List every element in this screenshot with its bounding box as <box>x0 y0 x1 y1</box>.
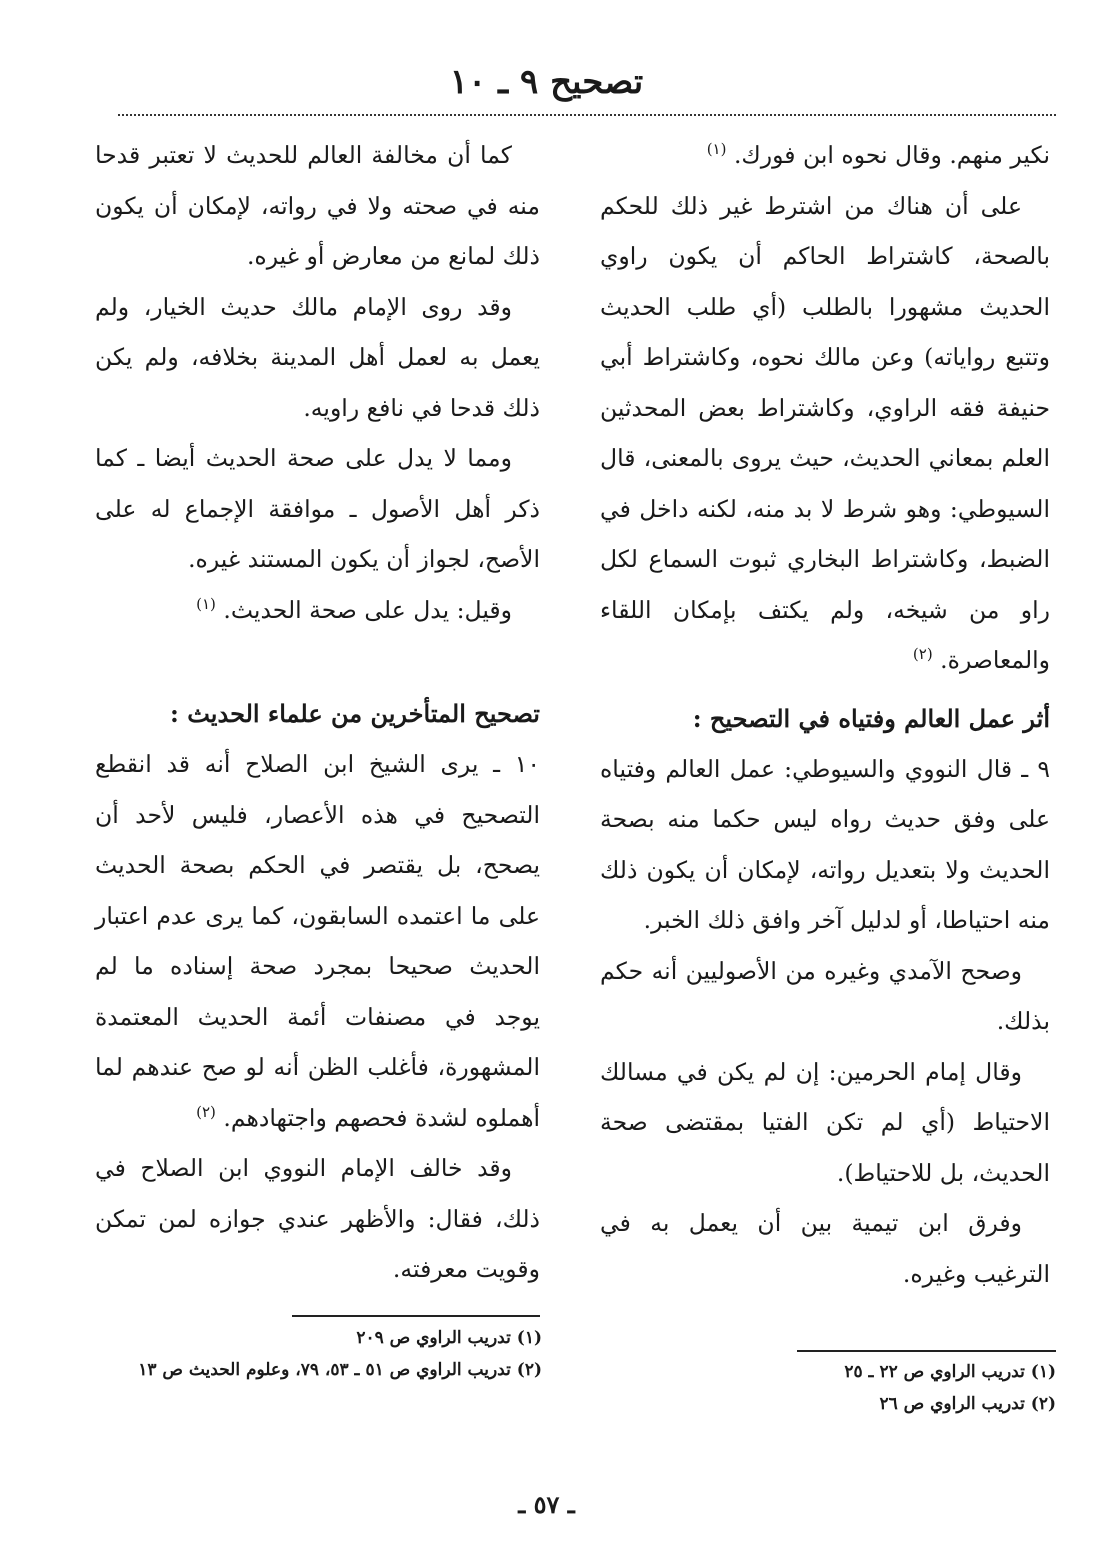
footnote: (٢) تدريب الراوي ص ٢٦ <box>879 1394 1056 1414</box>
page-number: ـ ٥٧ ـ <box>518 1490 575 1519</box>
footnotes-left <box>80 1322 542 1386</box>
paragraph: وقيل: يدل على صحة الحديث. $^{(١)}$ <box>196 594 512 624</box>
section-heading: أثر عمل العالم وفتياه في التصحيح : <box>692 703 1050 733</box>
footnote: (١) تدريب الراوي ص ٢٠٩ <box>356 1328 542 1348</box>
footnote: (١) تدريب الراوي ص ٢٢ ـ ٢٥ <box>844 1362 1056 1382</box>
footnote-divider <box>797 1350 1056 1352</box>
spacer <box>95 635 540 681</box>
paragraph: ١٠ ـ يرى الشيخ ابن الصلاح أنه قد انقطع التصحيح في هذه الأعصار، فليس لأحد أن يصحح، بل يقتصر في الحكم بصحة الحديث على ما اعتمده السابقون، كما يرى عدم اعتبار الحديث صحيحا بمجرد صحة إسناده ما لم يوجد في مصنفات أئمة الحديث المعتمدة المشهورة، فأغلب الظن أنه لو صح عندهم لما أهملوه لشدة فحصهم واجتهادهم. $^{(٢)}$ <box>95 750 540 1132</box>
footnote-ref: (٢) <box>196 1102 216 1121</box>
left-column <box>95 130 540 1295</box>
right-column <box>600 130 1050 1299</box>
footnote-divider <box>292 1315 540 1317</box>
paragraph: وصحح الآمدي وغيره من الأصوليين أنه حكم بذلك. <box>600 956 1050 1035</box>
footnotes-right <box>760 1356 1056 1420</box>
section-heading: تصحيح المتأخرين من علماء الحديث : <box>170 699 540 728</box>
paragraph: كما أن مخالفة العالم للحديث لا تعتبر قدحا منه في صحته ولا في رواته، لإمكان أن يكون ذلك لمانع من معارض أو غيره. <box>95 141 540 270</box>
footnote: (٢) تدريب الراوي ص ٥١ ـ ٥٣، ٧٩، وعلوم الحديث ص ١٣ <box>138 1360 542 1380</box>
paragraph: ومما لا يدل على صحة الحديث أيضا ـ كما ذكر أهل الأصول ـ موافقة الإجماع له على الأصح، لجواز أن يكون المستند غيره. <box>95 444 540 573</box>
footnote-ref: (١) <box>706 140 727 159</box>
paragraph: وقد خالف الإمام النووي ابن الصلاح في ذلك، فقال: والأظهر عندي جوازه لمن تمكن وقويت معرفته. <box>95 1154 540 1283</box>
paragraph: وقال إمام الحرمين: إن لم يكن في مسالك الاحتياط (أي لم تكن الفتيا بمقتضى صحة الحديث، بل للاحتياط). <box>600 1057 1050 1187</box>
paragraph: وفرق ابن تيمية بين أن يعمل به في الترغيب وغيره. <box>600 1209 1050 1288</box>
paragraph: نكير منهم. وقال نحوه ابن فورك. $^{(١)}$ <box>706 140 1050 169</box>
paragraph: على أن هناك من اشترط غير ذلك للحكم بالصحة، كاشتراط الحاكم أن يكون راوي الحديث مشهورا بالطلب (أي طلب الحديث وتتبع رواياته) وعن مالك نحوه، وكاشتراط أبي حنيفة فقه الراوي، وكاشتراط بعض المحدثين العلم بمعاني الحديث، حيث يروى بالمعنى، قال السيوطي: وهو شرط لا بد منه، لكنه داخل في الضبط، وكاشتراط البخاري ثبوت السماع لكل راو من شيخه، ولم يكتف بإمكان اللقاء والمعاصرة. $^{(٢)}$ <box>600 191 1050 674</box>
paragraph: ٩ ـ قال النووي والسيوطي: عمل العالم وفتياه على وفق حديث رواه ليس حكما منه بصحة الحديث ولا بتعديل رواته، لإمكان أن يكون ذلك منه احتياطا، أو لدليل آخر وافق ذلك الخبر. <box>600 754 1050 934</box>
header-divider <box>118 114 1056 116</box>
paragraph: وقد روى الإمام مالك حديث الخيار، ولم يعمل به لعمل أهل المدينة بخلافه، ولم يكن ذلك قدحا في نافع راويه. <box>95 292 540 422</box>
footnote-ref: (٢) <box>912 645 933 664</box>
page-header-title: تصحيح ٩ ـ ١٠ <box>449 62 644 102</box>
footnote-ref: (١) <box>196 594 216 613</box>
